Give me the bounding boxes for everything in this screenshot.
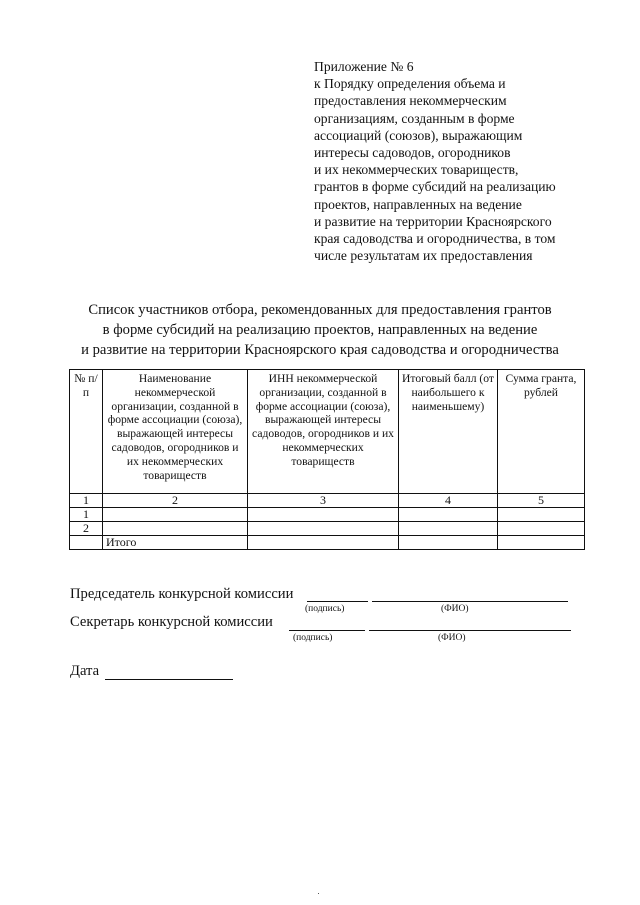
header-inn: ИНН некоммерческой организации, созданной в форме ассоциации (союза), выражающей интересы садоводов, огородников и их некоммерческих товариществ <box>248 370 399 494</box>
appendix-line: интересы садоводов, огородников <box>314 145 511 161</box>
secretary-name-caption: (ФИО) <box>438 633 466 643</box>
header-grant-amount: Сумма гранта, рублей <box>498 370 585 494</box>
appendix-line: к Порядку определения объема и <box>314 76 506 92</box>
table-row <box>70 508 585 522</box>
appendix-line: и их некоммерческих товариществ, <box>314 162 519 178</box>
appendix-line: ассоциаций (союзов), выражающим <box>314 127 523 143</box>
table-cell <box>498 508 585 522</box>
table-row <box>70 522 585 536</box>
date-label: Дата <box>70 663 100 679</box>
column-number: 2 <box>103 494 248 508</box>
chairman-label: Председатель конкурсной комиссии <box>70 586 294 602</box>
table-cell <box>103 508 248 522</box>
appendix-line: проектов, направленных на ведение <box>314 196 522 212</box>
document-title <box>40 300 600 360</box>
header-organization-name: Наименование некоммерческой организации, созданной в форме ассоциации (союза), выражающей интересы садоводов, огородников и их некоммерческих товариществ <box>103 370 248 494</box>
table-cell <box>399 508 498 522</box>
table-cell <box>399 522 498 536</box>
header-number: № п/п <box>70 370 103 494</box>
total-label: Итого <box>103 536 248 550</box>
table-cell <box>70 536 103 550</box>
table-cell <box>248 522 399 536</box>
table-cell <box>248 508 399 522</box>
table-cell <box>248 536 399 550</box>
date-line <box>105 679 233 680</box>
chairman-name-caption: (ФИО) <box>441 604 469 614</box>
total-row <box>70 536 585 550</box>
participants-table <box>69 369 585 550</box>
scan-dot <box>318 893 319 894</box>
secretary-signature-line <box>289 630 365 631</box>
appendix-line: края садоводства и огородничества, в том <box>314 231 556 247</box>
column-number: 5 <box>498 494 585 508</box>
appendix-line: и развитие на территории Красноярского <box>314 213 552 229</box>
table-header-row <box>70 370 585 494</box>
appendix-line: Приложение № 6 <box>314 59 414 74</box>
title-line: Список участников отбора, рекомендованных для предоставления грантов <box>88 302 552 318</box>
appendix-line: организациям, созданным в форме <box>314 110 515 126</box>
column-number-row <box>70 494 585 508</box>
table-cell <box>399 536 498 550</box>
row-number: 2 <box>70 522 103 536</box>
chairman-signature-line <box>307 601 368 602</box>
chairman-signature-caption: (подпись) <box>305 604 345 614</box>
header-final-score: Итоговый балл (от наибольшего к наименьшему) <box>399 370 498 494</box>
table-cell <box>103 522 248 536</box>
column-number: 3 <box>248 494 399 508</box>
chairman-name-line <box>372 601 568 602</box>
table-cell <box>498 536 585 550</box>
secretary-signature-caption: (подпись) <box>293 633 333 643</box>
column-number: 1 <box>70 494 103 508</box>
table-cell <box>498 522 585 536</box>
title-line: и развитие на территории Красноярского края садоводства и огородничества <box>81 342 559 358</box>
row-number: 1 <box>70 508 103 522</box>
appendix-header <box>314 58 614 264</box>
appendix-line: предоставления некоммерческим <box>314 93 507 109</box>
secretary-name-line <box>369 630 571 631</box>
secretary-label: Секретарь конкурсной комиссии <box>70 614 273 630</box>
column-number: 4 <box>399 494 498 508</box>
title-line: в форме субсидий на реализацию проектов, направленных на ведение <box>102 322 538 338</box>
appendix-line: грантов в форме субсидий на реализацию <box>314 179 556 195</box>
appendix-line: числе результатам их предоставления <box>314 248 533 264</box>
